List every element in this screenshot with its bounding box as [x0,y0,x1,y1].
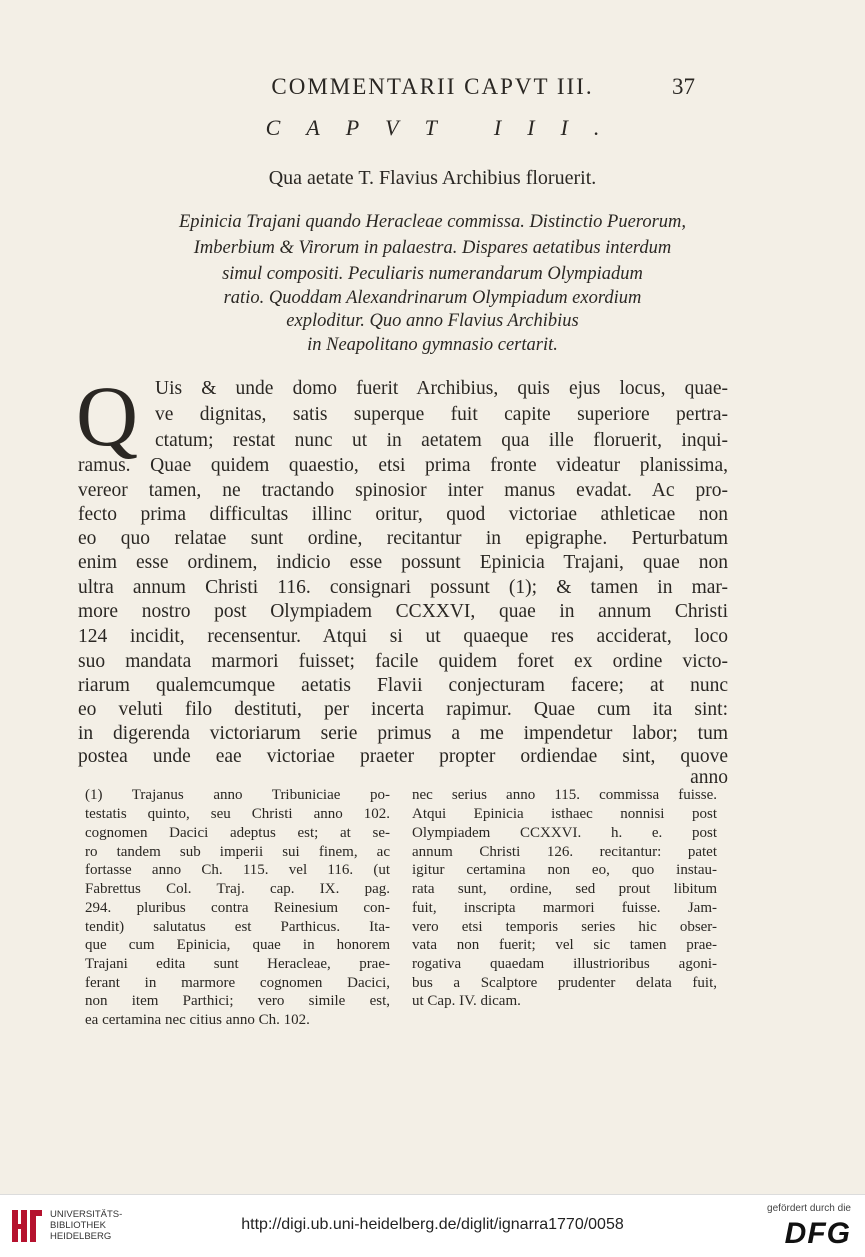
footnote-line: tendit) salutatus est Parthicus. Ita- [85,919,390,935]
body-line: enim esse ordinem, indicio esse possunt Epinicia Trajani, quae non [78,552,728,573]
footnote-line: fortasse anno Ch. 115. vel 116. (ut [85,862,390,878]
catchword: anno [690,767,728,788]
dfg-logo: DFG [784,1217,851,1250]
footnote-line: Fabrettus Col. Traj. cap. IX. pag. [85,881,390,897]
footnote-line: fuit, inscripta marmori fuisse. Jam- [412,900,717,916]
footnote-line: nec serius anno 115. commissa fuisse. [412,787,717,803]
library-name-line: BIBLIOTHEK [50,1220,106,1231]
drop-cap: Q [76,368,139,464]
body-line: riarum qualemcumque aetatis Flavii conjecturam facere; at nunc [78,675,728,696]
footnote-line: (1) Trajanus anno Tribuniciae po- [85,787,390,803]
body-line: Uis & unde domo fuerit Archibius, quis ejus locus, quae- [155,378,728,399]
body-line: ramus. Quae quidem quaestio, etsi prima fronte videatur planissima, [78,455,728,476]
body-line: ctatum; restat nunc ut in aetatem qua ille floruerit, inqui- [155,430,728,451]
footnote-line: bus a Scalptore prudenter delata fuit, [412,975,717,991]
footnote-line: testatis quinto, seu Christi anno 102. [85,806,390,822]
footnote-line: 294. pluribus contra Reinesium con- [85,900,390,916]
viewer-footer [0,1194,865,1257]
body-line: ve dignitas, satis superque fuit capite superiore pertra- [155,404,728,425]
footnote-line: annum Christi 126. recitantur: patet [412,844,717,860]
footnote-line: rogativa quaedam illustrioribus agoni- [412,956,717,972]
footnote-line: rata sunt, ordine, sed prout libitum [412,881,717,897]
footnote-line: que cum Epinicia, quae in honorem [85,937,390,953]
body-line: more nostro post Olympiadem CCXXVI, quae in annum Christi [78,601,728,622]
body-line: vereor tamen, ne tractando spinosior inter manus evadat. Ac pro- [78,480,728,501]
library-name-line: HEIDELBERG [50,1231,112,1242]
footnote-line: igitur certamina non eo, quo instau- [412,862,717,878]
footnote-line: vero etsi temporis series hic obser- [412,919,717,935]
summary-line: exploditur. Quo anno Flavius Archibius [286,311,579,331]
summary-line: simul compositi. Peculiaris numerandarum Olympiadum [222,264,643,284]
footnote-line: cognomen Dacici adeptus est; at se- [85,825,390,841]
summary-line: ratio. Quoddam Alexandrinarum Olympiadum exordium [223,288,642,308]
footnote-line: non item Parthici; vero simile est, [85,993,390,1009]
running-head: COMMENTARII CAPVT III. [271,74,594,99]
footnote-line: Atqui Epinicia isthaec nonnisi post [412,806,717,822]
library-name-line: UNIVERSITÄTS- [50,1209,123,1220]
footnote-line: ea certamina nec citius anno Ch. 102. [85,1012,310,1028]
body-line: in digerenda victoriarum serie primus a me impendetur labor; tum [78,723,728,744]
summary-line: in Neapolitano gymnasio certarit. [307,335,558,355]
footnote-line: Trajani edita sunt Heracleae, prae- [85,956,390,972]
body-line: eo veluti filo destituti, per incerta rapimur. Quae cum ita sint: [78,699,728,720]
footnote-line: ro tandem sub imperii sui finem, ac [85,844,390,860]
chapter-title: CAPVT III. [265,115,626,140]
body-line: 124 incidit, recensentur. Atqui si ut quaeque res acciderat, loco [78,626,728,647]
funding-note: gefördert durch die [767,1203,851,1214]
body-line: suo mandata marmori fuisset; facile quidem foret ex ordine victo- [78,651,728,672]
summary-line: Epinicia Trajani quando Heracleae commissa. Distinctio Puerorum, [179,212,686,232]
body-line: postea unde eae victoriae praeter propter ordiendae sint, quove [78,746,728,767]
footnote-line: Olympiadem CCXXVI. h. e. post [412,825,717,841]
chapter-subtitle: Qua aetate T. Flavius Archibius floruerit. [268,167,597,189]
permalink-url[interactable]: http://digi.ub.uni-heidelberg.de/diglit/ignarra1770/0058 [241,1216,624,1233]
footnote-line: vata non fuerit; vel sic tamen prae- [412,937,717,953]
summary-line: Imberbium & Virorum in palaestra. Dispares aetatibus interdum [193,238,672,258]
footnote-line: ut Cap. IV. dicam. [412,993,521,1009]
footnote-line: ferant in marmore cognomen Dacici, [85,975,390,991]
body-line: eo quo relatae sunt ordine, recitantur in epigraphe. Perturbatum [78,528,728,549]
body-line: ultra annum Christi 116. consignari possunt (1); & tamen in mar- [78,577,728,598]
body-line: fecto prima difficultas illinc oritur, quod victoriae athleticae non [78,504,728,525]
page-number: 37 [672,74,695,99]
